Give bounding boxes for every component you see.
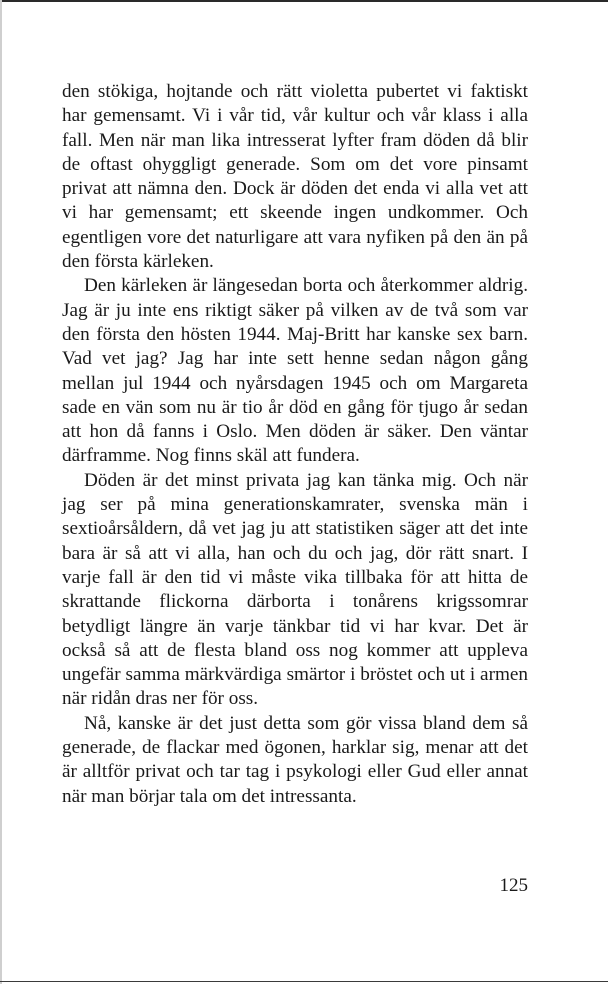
top-edge-rule — [0, 0, 608, 2]
body-text — [62, 80, 528, 809]
bottom-edge-rule — [0, 981, 608, 982]
paragraph-4: Nå, kanske är det just detta som gör vissa bland dem så generade, de flackar med ögonen, harklar sig, menar att det är alltför privat och tar tag i psykologi eller Gud eller annat när man börjar tala om det intressanta. — [62, 712, 528, 807]
left-edge-shadow — [0, 0, 2, 984]
paragraph-3: Döden är det minst privata jag kan tänka mig. Och när jag ser på mina generationskamrater, svenska män i sextioårsåldern, då vet jag ju att statistiken säger att det inte bara är så att vi alla, han och du och jag, dör rätt snart. I varje fall är den tid vi måste vika tillbaka för att hitta de skrattande flickorna därborta i tonårens krigssomrar betydligt längre än varje tänkbar tid vi har kvar. Det är också så att de flesta bland oss nog kommer att uppleva ungefär samma märkvärdiga smärtor i bröstet och ut i armen när ridån dras ner för oss. — [62, 469, 528, 710]
paragraph-2: Den kärleken är längesedan borta och återkommer aldrig. Jag är ju inte ens riktigt säker på vilken av de två som var den första den hösten 1944. Maj-Britt har kanske sex barn. Vad vet jag? Jag har inte sett henne sedan någon gång mellan jul 1944 och nyårsdagen 1945 och om Margareta sade en vän som nu är tio år död en gång för tjugo år sedan att hon då fanns i Oslo. Men döden är säker. Den väntar därframme. Nog finns skäl att fundera. — [62, 275, 528, 467]
page-number: 125 — [499, 875, 528, 896]
paragraph-1: den stökiga, hojtande och rätt violetta pubertet vi faktiskt har gemensamt. Vi i vår tid, vår kultur och vår klass i alla fall. Men när man lika intresserat lyfter fram döden då blir de oftast ohyggligt generade. Som om det vore pinsamt privat att nämna den. Dock är döden det enda vi alla vet att vi har gemensamt; ett skeende ingen undkommer. Och egentligen vore det naturligare att vara nyfiken på den än på den första kärleken. — [62, 81, 528, 273]
